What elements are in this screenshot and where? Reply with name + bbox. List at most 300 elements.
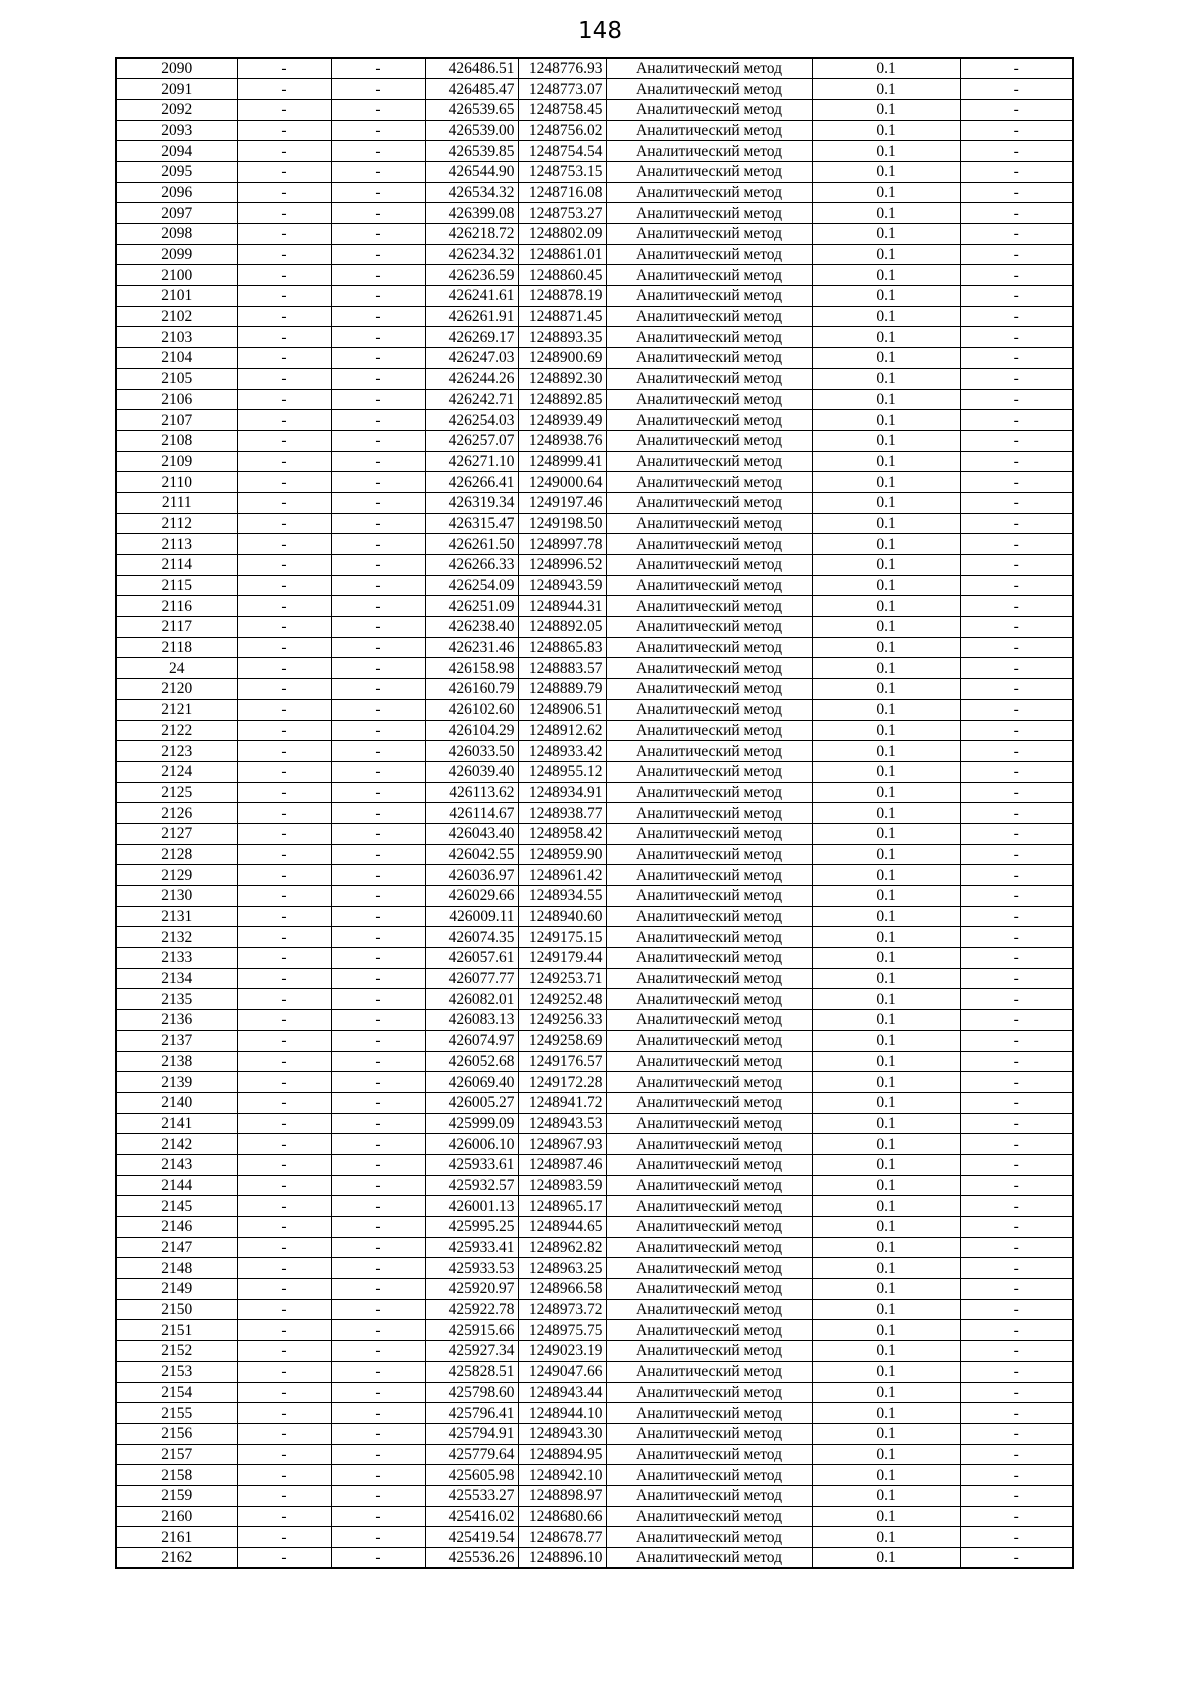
table-row (116, 1237, 1073, 1258)
note-cell: - (960, 865, 1073, 886)
method-cell: Аналитический метод (606, 1361, 812, 1382)
x-coordinate-cell: 425920.97 (425, 1279, 518, 1300)
point-number-cell: 2140 (116, 1092, 237, 1113)
note-cell: - (960, 720, 1073, 741)
dash-cell: - (237, 1154, 331, 1175)
y-coordinate-cell: 1249023.19 (518, 1341, 606, 1362)
x-coordinate-cell: 426266.33 (425, 555, 518, 576)
point-number-cell: 2108 (116, 430, 237, 451)
y-coordinate-cell: 1248944.65 (518, 1217, 606, 1238)
y-coordinate-cell: 1248944.10 (518, 1403, 606, 1424)
table-row (116, 1423, 1073, 1444)
dash-cell: - (237, 823, 331, 844)
dash-cell: - (237, 513, 331, 534)
point-number-cell: 2141 (116, 1113, 237, 1134)
y-coordinate-cell: 1248892.05 (518, 617, 606, 638)
x-coordinate-cell: 425933.53 (425, 1258, 518, 1279)
dash-cell: - (237, 182, 331, 203)
table-body (116, 58, 1073, 1568)
method-cell: Аналитический метод (606, 596, 812, 617)
x-coordinate-cell: 426269.17 (425, 327, 518, 348)
dash-cell: - (237, 617, 331, 638)
x-coordinate-cell: 426254.03 (425, 410, 518, 431)
dash-cell: - (331, 617, 425, 638)
note-cell: - (960, 1072, 1073, 1093)
dash-cell: - (237, 99, 331, 120)
method-cell: Аналитический метод (606, 430, 812, 451)
y-coordinate-cell: 1248933.42 (518, 741, 606, 762)
point-number-cell: 2151 (116, 1320, 237, 1341)
y-coordinate-cell: 1248943.44 (518, 1382, 606, 1403)
method-cell: Аналитический метод (606, 161, 812, 182)
accuracy-cell: 0.1 (812, 161, 960, 182)
y-coordinate-cell: 1248965.17 (518, 1196, 606, 1217)
dash-cell: - (331, 596, 425, 617)
x-coordinate-cell: 426485.47 (425, 79, 518, 100)
accuracy-cell: 0.1 (812, 720, 960, 741)
y-coordinate-cell: 1248878.19 (518, 286, 606, 307)
dash-cell: - (331, 1527, 425, 1548)
note-cell: - (960, 1175, 1073, 1196)
point-number-cell: 2137 (116, 1030, 237, 1051)
x-coordinate-cell: 426231.46 (425, 637, 518, 658)
method-cell: Аналитический метод (606, 348, 812, 369)
dash-cell: - (331, 1196, 425, 1217)
note-cell: - (960, 1237, 1073, 1258)
point-number-cell: 2145 (116, 1196, 237, 1217)
point-number-cell: 2139 (116, 1072, 237, 1093)
method-cell: Аналитический метод (606, 1134, 812, 1155)
accuracy-cell: 0.1 (812, 492, 960, 513)
x-coordinate-cell: 426039.40 (425, 761, 518, 782)
note-cell: - (960, 1403, 1073, 1424)
note-cell: - (960, 844, 1073, 865)
accuracy-cell: 0.1 (812, 1279, 960, 1300)
dash-cell: - (331, 761, 425, 782)
point-number-cell: 24 (116, 658, 237, 679)
method-cell: Аналитический метод (606, 1092, 812, 1113)
table-row (116, 410, 1073, 431)
table-row (116, 1444, 1073, 1465)
method-cell: Аналитический метод (606, 741, 812, 762)
table-row (116, 1506, 1073, 1527)
y-coordinate-cell: 1249179.44 (518, 948, 606, 969)
accuracy-cell: 0.1 (812, 451, 960, 472)
method-cell: Аналитический метод (606, 141, 812, 162)
accuracy-cell: 0.1 (812, 927, 960, 948)
y-coordinate-cell: 1248959.90 (518, 844, 606, 865)
dash-cell: - (237, 265, 331, 286)
table-row (116, 203, 1073, 224)
note-cell: - (960, 886, 1073, 907)
note-cell: - (960, 1279, 1073, 1300)
method-cell: Аналитический метод (606, 761, 812, 782)
method-cell: Аналитический метод (606, 1217, 812, 1238)
note-cell: - (960, 224, 1073, 245)
dash-cell: - (237, 161, 331, 182)
dash-cell: - (331, 161, 425, 182)
accuracy-cell: 0.1 (812, 782, 960, 803)
accuracy-cell: 0.1 (812, 1175, 960, 1196)
method-cell: Аналитический метод (606, 244, 812, 265)
x-coordinate-cell: 425416.02 (425, 1506, 518, 1527)
y-coordinate-cell: 1248898.97 (518, 1485, 606, 1506)
dash-cell: - (331, 1320, 425, 1341)
table-row (116, 1154, 1073, 1175)
point-number-cell: 2105 (116, 368, 237, 389)
dash-cell: - (237, 989, 331, 1010)
y-coordinate-cell: 1248943.59 (518, 575, 606, 596)
dash-cell: - (331, 803, 425, 824)
accuracy-cell: 0.1 (812, 348, 960, 369)
accuracy-cell: 0.1 (812, 1320, 960, 1341)
dash-cell: - (331, 368, 425, 389)
dash-cell: - (331, 1403, 425, 1424)
dash-cell: - (331, 472, 425, 493)
table-row (116, 782, 1073, 803)
x-coordinate-cell: 426036.97 (425, 865, 518, 886)
accuracy-cell: 0.1 (812, 823, 960, 844)
dash-cell: - (237, 1527, 331, 1548)
point-number-cell: 2162 (116, 1548, 237, 1569)
point-number-cell: 2149 (116, 1279, 237, 1300)
accuracy-cell: 0.1 (812, 1092, 960, 1113)
note-cell: - (960, 617, 1073, 638)
dash-cell: - (237, 1237, 331, 1258)
dash-cell: - (331, 865, 425, 886)
method-cell: Аналитический метод (606, 534, 812, 555)
y-coordinate-cell: 1249000.64 (518, 472, 606, 493)
x-coordinate-cell: 426158.98 (425, 658, 518, 679)
dash-cell: - (237, 575, 331, 596)
accuracy-cell: 0.1 (812, 534, 960, 555)
dash-cell: - (237, 1258, 331, 1279)
accuracy-cell: 0.1 (812, 368, 960, 389)
point-number-cell: 2111 (116, 492, 237, 513)
table-row (116, 720, 1073, 741)
dash-cell: - (237, 1196, 331, 1217)
note-cell: - (960, 120, 1073, 141)
x-coordinate-cell: 425419.54 (425, 1527, 518, 1548)
note-cell: - (960, 1051, 1073, 1072)
dash-cell: - (237, 927, 331, 948)
point-number-cell: 2118 (116, 637, 237, 658)
point-number-cell: 2154 (116, 1382, 237, 1403)
note-cell: - (960, 906, 1073, 927)
method-cell: Аналитический метод (606, 224, 812, 245)
dash-cell: - (331, 886, 425, 907)
x-coordinate-cell: 426271.10 (425, 451, 518, 472)
x-coordinate-cell: 425932.57 (425, 1175, 518, 1196)
x-coordinate-cell: 426082.01 (425, 989, 518, 1010)
point-number-cell: 2103 (116, 327, 237, 348)
accuracy-cell: 0.1 (812, 989, 960, 1010)
accuracy-cell: 0.1 (812, 948, 960, 969)
table-row (116, 865, 1073, 886)
note-cell: - (960, 803, 1073, 824)
y-coordinate-cell: 1249197.46 (518, 492, 606, 513)
note-cell: - (960, 1134, 1073, 1155)
note-cell: - (960, 1154, 1073, 1175)
y-coordinate-cell: 1248983.59 (518, 1175, 606, 1196)
y-coordinate-cell: 1248892.85 (518, 389, 606, 410)
x-coordinate-cell: 426074.97 (425, 1030, 518, 1051)
table-row (116, 1485, 1073, 1506)
y-coordinate-cell: 1248753.15 (518, 161, 606, 182)
x-coordinate-cell: 426266.41 (425, 472, 518, 493)
accuracy-cell: 0.1 (812, 58, 960, 79)
method-cell: Аналитический метод (606, 1423, 812, 1444)
method-cell: Аналитический метод (606, 1113, 812, 1134)
method-cell: Аналитический метод (606, 865, 812, 886)
x-coordinate-cell: 426236.59 (425, 265, 518, 286)
table-row (116, 1403, 1073, 1424)
accuracy-cell: 0.1 (812, 575, 960, 596)
accuracy-cell: 0.1 (812, 741, 960, 762)
x-coordinate-cell: 425794.91 (425, 1423, 518, 1444)
dash-cell: - (331, 1113, 425, 1134)
y-coordinate-cell: 1248716.08 (518, 182, 606, 203)
point-number-cell: 2100 (116, 265, 237, 286)
method-cell: Аналитический метод (606, 699, 812, 720)
dash-cell: - (237, 1217, 331, 1238)
dash-cell: - (237, 327, 331, 348)
method-cell: Аналитический метод (606, 906, 812, 927)
method-cell: Аналитический метод (606, 679, 812, 700)
note-cell: - (960, 306, 1073, 327)
accuracy-cell: 0.1 (812, 1506, 960, 1527)
dash-cell: - (331, 389, 425, 410)
note-cell: - (960, 492, 1073, 513)
point-number-cell: 2096 (116, 182, 237, 203)
dash-cell: - (331, 410, 425, 431)
table-row (116, 99, 1073, 120)
point-number-cell: 2159 (116, 1485, 237, 1506)
y-coordinate-cell: 1248912.62 (518, 720, 606, 741)
dash-cell: - (331, 1237, 425, 1258)
table-row (116, 430, 1073, 451)
dash-cell: - (331, 1444, 425, 1465)
point-number-cell: 2129 (116, 865, 237, 886)
point-number-cell: 2130 (116, 886, 237, 907)
x-coordinate-cell: 426261.50 (425, 534, 518, 555)
note-cell: - (960, 327, 1073, 348)
accuracy-cell: 0.1 (812, 410, 960, 431)
table-row (116, 265, 1073, 286)
x-coordinate-cell: 426009.11 (425, 906, 518, 927)
dash-cell: - (331, 741, 425, 762)
y-coordinate-cell: 1248680.66 (518, 1506, 606, 1527)
note-cell: - (960, 368, 1073, 389)
accuracy-cell: 0.1 (812, 1548, 960, 1569)
method-cell: Аналитический метод (606, 617, 812, 638)
dash-cell: - (331, 1485, 425, 1506)
dash-cell: - (331, 948, 425, 969)
dash-cell: - (331, 286, 425, 307)
dash-cell: - (237, 1175, 331, 1196)
note-cell: - (960, 1506, 1073, 1527)
table-row (116, 637, 1073, 658)
x-coordinate-cell: 426241.61 (425, 286, 518, 307)
accuracy-cell: 0.1 (812, 1134, 960, 1155)
dash-cell: - (331, 534, 425, 555)
y-coordinate-cell: 1249172.28 (518, 1072, 606, 1093)
accuracy-cell: 0.1 (812, 1217, 960, 1238)
y-coordinate-cell: 1248975.75 (518, 1320, 606, 1341)
y-coordinate-cell: 1248958.42 (518, 823, 606, 844)
method-cell: Аналитический метод (606, 286, 812, 307)
accuracy-cell: 0.1 (812, 327, 960, 348)
table-row (116, 513, 1073, 534)
dash-cell: - (237, 761, 331, 782)
accuracy-cell: 0.1 (812, 1423, 960, 1444)
point-number-cell: 2131 (116, 906, 237, 927)
x-coordinate-cell: 426254.09 (425, 575, 518, 596)
dash-cell: - (237, 1341, 331, 1362)
dash-cell: - (331, 679, 425, 700)
dash-cell: - (237, 472, 331, 493)
accuracy-cell: 0.1 (812, 1485, 960, 1506)
point-number-cell: 2124 (116, 761, 237, 782)
dash-cell: - (237, 1403, 331, 1424)
dash-cell: - (237, 1361, 331, 1382)
table-row (116, 1361, 1073, 1382)
accuracy-cell: 0.1 (812, 906, 960, 927)
point-number-cell: 2092 (116, 99, 237, 120)
note-cell: - (960, 79, 1073, 100)
x-coordinate-cell: 426029.66 (425, 886, 518, 907)
table-row (116, 1465, 1073, 1486)
point-number-cell: 2157 (116, 1444, 237, 1465)
note-cell: - (960, 472, 1073, 493)
dash-cell: - (331, 1072, 425, 1093)
dash-cell: - (331, 492, 425, 513)
table-row (116, 1113, 1073, 1134)
dash-cell: - (237, 637, 331, 658)
table-row (116, 120, 1073, 141)
point-number-cell: 2133 (116, 948, 237, 969)
point-number-cell: 2143 (116, 1154, 237, 1175)
note-cell: - (960, 513, 1073, 534)
accuracy-cell: 0.1 (812, 679, 960, 700)
accuracy-cell: 0.1 (812, 1030, 960, 1051)
dash-cell: - (331, 79, 425, 100)
table-row (116, 948, 1073, 969)
dash-cell: - (331, 906, 425, 927)
y-coordinate-cell: 1248941.72 (518, 1092, 606, 1113)
accuracy-cell: 0.1 (812, 513, 960, 534)
dash-cell: - (237, 368, 331, 389)
accuracy-cell: 0.1 (812, 1113, 960, 1134)
y-coordinate-cell: 1248773.07 (518, 79, 606, 100)
table-row (116, 761, 1073, 782)
point-number-cell: 2112 (116, 513, 237, 534)
table-row (116, 141, 1073, 162)
dash-cell: - (237, 244, 331, 265)
table-row (116, 823, 1073, 844)
point-number-cell: 2146 (116, 1217, 237, 1238)
y-coordinate-cell: 1248934.91 (518, 782, 606, 803)
method-cell: Аналитический метод (606, 1465, 812, 1486)
note-cell: - (960, 1485, 1073, 1506)
note-cell: - (960, 99, 1073, 120)
dash-cell: - (331, 265, 425, 286)
method-cell: Аналитический метод (606, 1279, 812, 1300)
note-cell: - (960, 141, 1073, 162)
note-cell: - (960, 1423, 1073, 1444)
dash-cell: - (237, 844, 331, 865)
table-row (116, 1217, 1073, 1238)
method-cell: Аналитический метод (606, 1154, 812, 1175)
x-coordinate-cell: 425533.27 (425, 1485, 518, 1506)
table-row (116, 699, 1073, 720)
dash-cell: - (331, 306, 425, 327)
x-coordinate-cell: 425536.26 (425, 1548, 518, 1569)
method-cell: Аналитический метод (606, 182, 812, 203)
dash-cell: - (331, 555, 425, 576)
accuracy-cell: 0.1 (812, 1072, 960, 1093)
y-coordinate-cell: 1249258.69 (518, 1030, 606, 1051)
method-cell: Аналитический метод (606, 1010, 812, 1031)
table-row (116, 1072, 1073, 1093)
y-coordinate-cell: 1248754.54 (518, 141, 606, 162)
point-number-cell: 2094 (116, 141, 237, 162)
x-coordinate-cell: 426315.47 (425, 513, 518, 534)
accuracy-cell: 0.1 (812, 865, 960, 886)
method-cell: Аналитический метод (606, 1258, 812, 1279)
x-coordinate-cell: 426077.77 (425, 968, 518, 989)
coordinates-table (115, 57, 1074, 1569)
point-number-cell: 2113 (116, 534, 237, 555)
accuracy-cell: 0.1 (812, 1527, 960, 1548)
table-row (116, 244, 1073, 265)
method-cell: Аналитический метод (606, 948, 812, 969)
x-coordinate-cell: 426218.72 (425, 224, 518, 245)
point-number-cell: 2135 (116, 989, 237, 1010)
table-row (116, 555, 1073, 576)
y-coordinate-cell: 1249175.15 (518, 927, 606, 948)
x-coordinate-cell: 425796.41 (425, 1403, 518, 1424)
accuracy-cell: 0.1 (812, 1403, 960, 1424)
y-coordinate-cell: 1249047.66 (518, 1361, 606, 1382)
x-coordinate-cell: 425828.51 (425, 1361, 518, 1382)
y-coordinate-cell: 1248871.45 (518, 306, 606, 327)
method-cell: Аналитический метод (606, 472, 812, 493)
dash-cell: - (331, 348, 425, 369)
table-row (116, 451, 1073, 472)
method-cell: Аналитический метод (606, 1320, 812, 1341)
page-number: 148 (578, 18, 622, 44)
y-coordinate-cell: 1248865.83 (518, 637, 606, 658)
point-number-cell: 2150 (116, 1299, 237, 1320)
method-cell: Аналитический метод (606, 120, 812, 141)
point-number-cell: 2134 (116, 968, 237, 989)
x-coordinate-cell: 425999.09 (425, 1113, 518, 1134)
note-cell: - (960, 823, 1073, 844)
dash-cell: - (331, 224, 425, 245)
note-cell: - (960, 58, 1073, 79)
dash-cell: - (237, 1485, 331, 1506)
y-coordinate-cell: 1248861.01 (518, 244, 606, 265)
y-coordinate-cell: 1248939.49 (518, 410, 606, 431)
note-cell: - (960, 596, 1073, 617)
x-coordinate-cell: 426257.07 (425, 430, 518, 451)
method-cell: Аналитический метод (606, 1444, 812, 1465)
x-coordinate-cell: 426114.67 (425, 803, 518, 824)
table-row (116, 1341, 1073, 1362)
table-row (116, 368, 1073, 389)
dash-cell: - (331, 968, 425, 989)
